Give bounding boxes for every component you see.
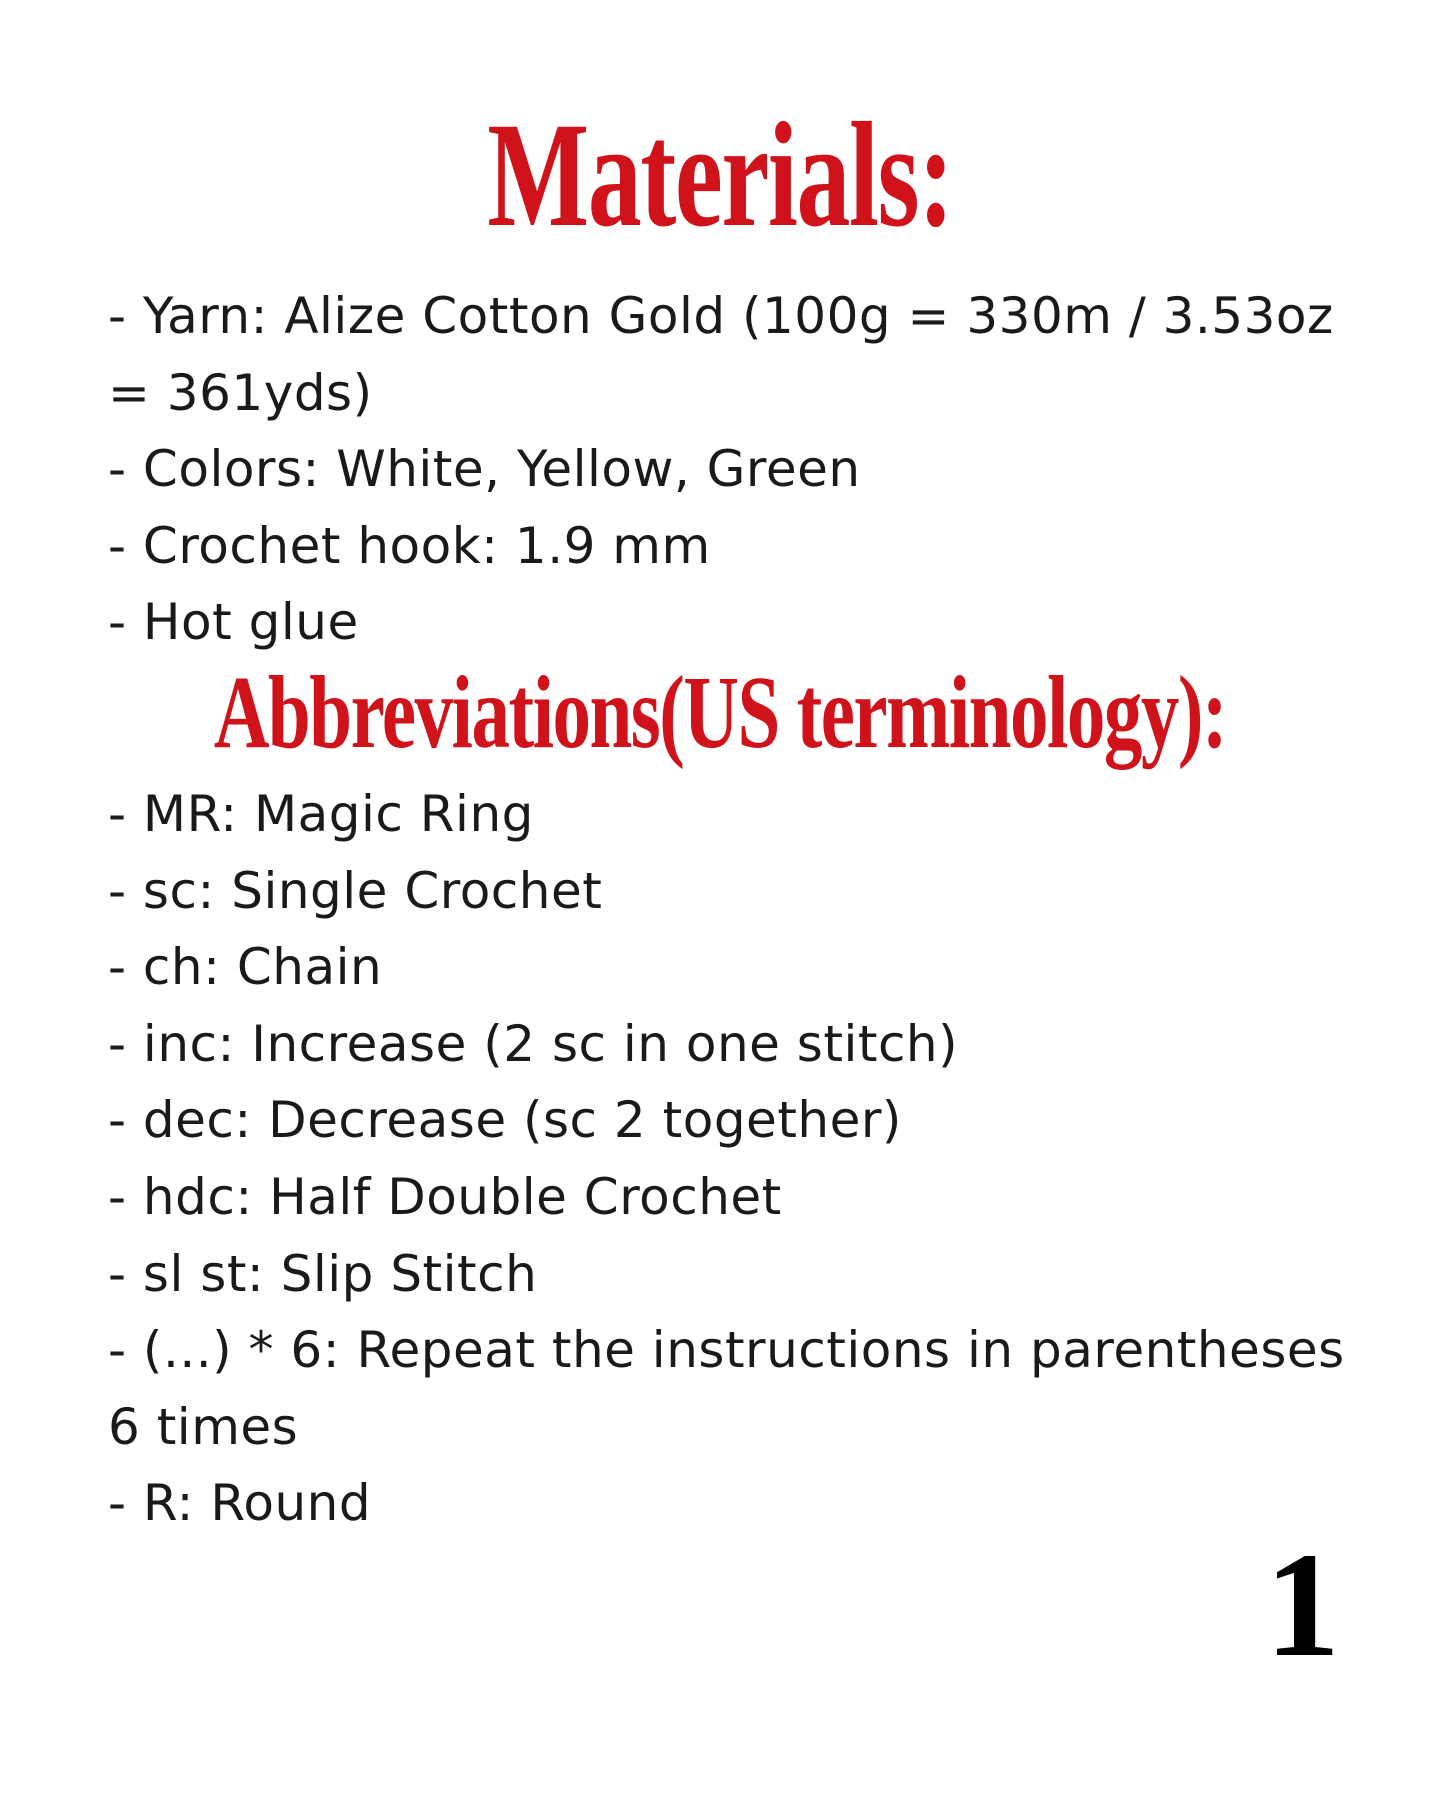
abbreviations-list bbox=[108, 776, 1348, 1542]
abbreviation-item-sc: - sc: Single Crochet bbox=[108, 861, 603, 920]
abbreviation-item-slst: - sl st: Slip Stitch bbox=[108, 1244, 538, 1303]
materials-item-yarn: - Yarn: Alize Cotton Gold (100g = 330m / 3.53oz = 361yds) bbox=[108, 287, 1334, 422]
materials-item-hook: - Crochet hook: 1.9 mm bbox=[108, 516, 711, 575]
abbreviation-item-mr: - MR: Magic Ring bbox=[108, 785, 534, 843]
materials-item-colors: - Colors: White, Yellow, Green bbox=[108, 440, 861, 499]
abbreviation-item-repeat: - (...) * 6: Repeat the instructions in parentheses 6 times bbox=[108, 1321, 1345, 1456]
abbreviation-item-dec: - dec: Decrease (sc 2 together) bbox=[108, 1091, 902, 1150]
materials-list bbox=[108, 278, 1348, 661]
page-number: 1 bbox=[1265, 1522, 1340, 1688]
materials-heading: Materials: bbox=[487, 92, 953, 258]
materials-item-glue: - Hot glue bbox=[108, 593, 359, 652]
abbreviation-item-hdc: - hdc: Half Double Crochet bbox=[108, 1167, 782, 1226]
abbreviation-item-inc: - inc: Increase (2 sc in one stitch) bbox=[108, 1014, 959, 1073]
abbreviation-item-round: - R: Round bbox=[108, 1474, 372, 1533]
abbreviation-item-ch: - ch: Chain bbox=[108, 938, 383, 997]
abbreviations-heading: Abbreviations(US terminology): bbox=[213, 655, 1227, 770]
